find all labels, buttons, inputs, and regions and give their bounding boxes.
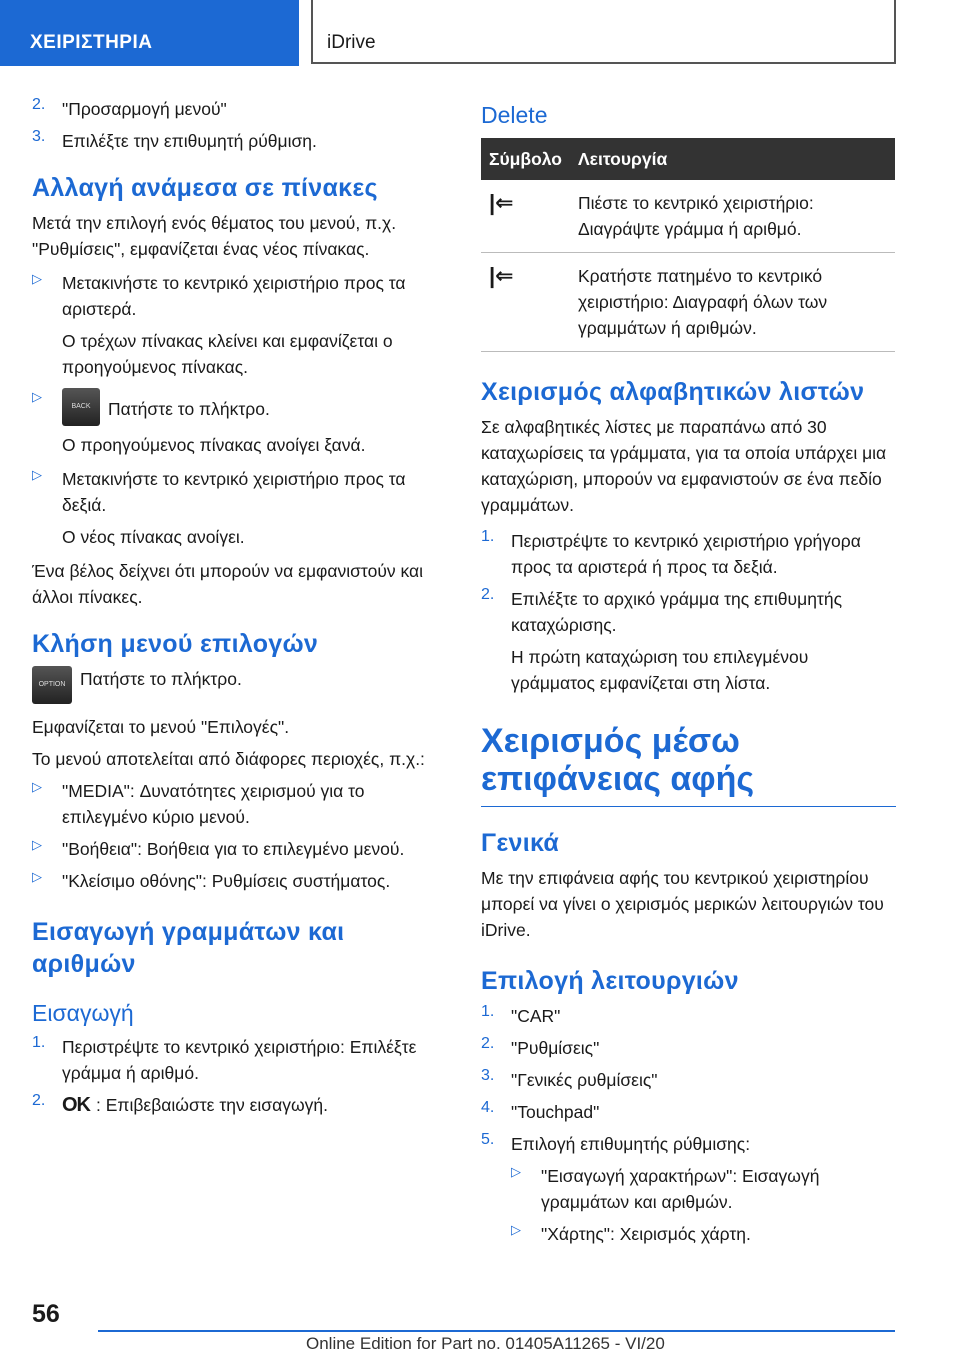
chapter-tab: iDrive — [311, 0, 896, 64]
bullet-subtext: Ο τρέχων πίνακας κλείνει και εμφανίζεται ο προηγούμενος πίνακας. — [62, 331, 393, 377]
bullet-item — [481, 1163, 896, 1215]
item-text: "Προσαρμογή μενού" — [62, 99, 227, 119]
section-tab: ΧΕΙΡΙΣΤΗΡΙΑ — [0, 0, 299, 66]
bullet-subtext: Ο νέος πίνακας ανοίγει. — [62, 527, 245, 547]
item-text: Περιστρέψτε το κεντρικό χειριστήριο γρήγορα προς τα αριστερά ή προς τα δεξιά. — [511, 531, 861, 577]
bullet-item — [481, 1221, 896, 1247]
item-text: "Γενικές ρυθμίσεις" — [511, 1070, 658, 1090]
table-header-function: Λειτουργία — [570, 138, 895, 180]
bullet-item — [32, 466, 447, 518]
page-header — [0, 0, 960, 66]
bullet-text: "Κλείσιμο οθόνης": Ρυθμίσεις συστήματος. — [62, 871, 391, 891]
item-text: "Ρυθμίσεις" — [511, 1038, 600, 1058]
chapter-heading-touchpad: Χειρισμός μέσω επιφάνειας αφής — [481, 722, 896, 807]
paragraph: Το μενού αποτελείται από διάφορες περιοχές, π.χ.: — [32, 749, 425, 769]
list-item — [481, 1003, 896, 1029]
list-item — [481, 1131, 896, 1157]
item-number: 1. — [481, 528, 495, 545]
edition-text: Online Edition for Part no. 01405A11265 - VI/20 — [306, 1334, 665, 1353]
bullet-item — [32, 868, 447, 894]
table-header-row — [481, 138, 895, 180]
delete-symbol-icon: |⇐ — [481, 180, 570, 253]
list-item — [32, 128, 447, 154]
list-item — [32, 96, 447, 122]
paragraph: Ένα βέλος δείχνει ότι μπορούν να εμφανιστούν και άλλοι πίνακες. — [32, 561, 424, 607]
triangle-bullet-icon: ▷ — [32, 837, 42, 852]
bullet-text: Μετακινήστε το κεντρικό χειριστήριο προς τα δεξιά. — [62, 469, 406, 515]
paragraph: OPTION Πατήστε το πλήκτρο. — [32, 666, 447, 704]
section-heading-alpha: Χειρισμός αλφαβητικών λιστών — [481, 378, 865, 406]
list-item — [32, 1034, 447, 1086]
subsection-heading-input: Εισαγωγή — [32, 1000, 134, 1026]
option-key-icon: OPTION — [32, 666, 72, 704]
triangle-bullet-icon: ▷ — [32, 467, 42, 482]
triangle-bullet-icon: ▷ — [32, 389, 42, 404]
item-text: Επιλογή επιθυμητής ρύθμισης: — [511, 1134, 751, 1154]
triangle-bullet-icon: ▷ — [511, 1164, 521, 1179]
item-text: Επιλέξτε την επιθυμητή ρύθμιση. — [62, 131, 317, 151]
item-number: 3. — [481, 1067, 495, 1084]
bullet-subtext: Ο προηγούμενος πίνακας ανοίγει ξανά. — [62, 435, 366, 455]
item-number: 2. — [481, 1035, 495, 1052]
list-item — [481, 1099, 896, 1125]
triangle-bullet-icon: ▷ — [511, 1222, 521, 1237]
item-number: 2. — [32, 96, 46, 113]
paragraph: Μετά την επιλογή ενός θέματος του μενού, π.χ. "Ρυθμίσεις", εμφανίζεται ένας νέος πίνακας. — [32, 213, 397, 259]
table-cell: Πιέστε το κεντρικό χειριστήριο: Διαγράψτε γράμμα ή αριθμό. — [570, 180, 895, 253]
bullet-text: "Εισαγωγή χαρακτήρων": Εισαγωγή γραμμάτων και αριθμών. — [541, 1166, 820, 1212]
bullet-item — [32, 270, 447, 322]
back-key-icon: BACK — [62, 388, 100, 426]
item-text: Περιστρέψτε το κεντρικό χειριστήριο: Επιλέξτε γράμμα ή αριθμό. — [62, 1037, 417, 1083]
table-row — [481, 180, 895, 253]
item-number: 4. — [481, 1099, 495, 1116]
item-text: "Touchpad" — [511, 1102, 600, 1122]
bullet-text: "Βοήθεια": Βοήθεια για το επιλεγμένο μενού. — [62, 839, 405, 859]
triangle-bullet-icon: ▷ — [32, 779, 42, 794]
list-item — [481, 528, 896, 580]
bullet-text: BACK Πατήστε το πλήκτρο. — [62, 388, 270, 426]
section-heading-switch: Αλλαγή ανάμεσα σε πίνακες — [32, 174, 378, 202]
item-number: 5. — [481, 1131, 495, 1148]
bullet-item — [32, 778, 447, 830]
section-heading-options: Κλήση μενού επιλογών — [32, 630, 319, 658]
paragraph: Σε αλφαβητικές λίστες με παραπάνω από 30 καταχωρίσεις τα γράμματα, για τα οποία υπάρχει μια καταχώριση, μπορούν να εμφανιστούν σε ένα πεδίο γραμμάτων. — [481, 417, 887, 515]
item-number: 1. — [481, 1003, 495, 1020]
delete-symbol-icon: |⇐ — [481, 253, 570, 352]
item-text: "CAR" — [511, 1006, 561, 1026]
paragraph: Εμφανίζεται το μενού "Επιλογές". — [32, 717, 290, 737]
footer-divider — [98, 1330, 895, 1332]
bullet-item — [32, 836, 447, 862]
list-item — [481, 1067, 896, 1093]
item-number: 2. — [481, 586, 495, 603]
item-text: OK : Επιβεβαιώστε την εισαγωγή. — [62, 1094, 328, 1116]
bullet-text: "Χάρτης": Χειρισμός χάρτη. — [541, 1224, 751, 1244]
triangle-bullet-icon: ▷ — [32, 869, 42, 884]
item-text: Επιλέξτε το αρχικό γράμμα της επιθυμητής καταχώρισης. — [511, 589, 843, 635]
item-number: 3. — [32, 128, 46, 145]
left-column — [32, 96, 447, 1124]
subsection-heading-delete: Delete — [481, 102, 548, 128]
right-column — [481, 96, 896, 1253]
triangle-bullet-icon: ▷ — [32, 271, 42, 286]
table-cell: Κρατήστε πατημένο το κεντρικό χειριστήριο: Διαγραφή όλων των γραμμάτων ή αριθμών. — [570, 253, 895, 352]
list-item — [481, 1035, 896, 1061]
ok-icon: OK — [62, 1094, 90, 1116]
table-row — [481, 253, 895, 352]
step-subtext: Η πρώτη καταχώριση του επιλεγμένου γράμματος εμφανίζεται στη λίστα. — [511, 647, 809, 693]
paragraph: Με την επιφάνεια αφής του κεντρικού χειριστηρίου μπορεί να γίνει ο χειρισμός μερικών λειτουργιών του iDrive. — [481, 868, 884, 940]
list-item — [481, 586, 896, 638]
list-item — [32, 1092, 447, 1118]
section-heading-general: Γενικά — [481, 829, 560, 857]
bullet-text: Μετακινήστε το κεντρικό χειριστήριο προς τα αριστερά. — [62, 273, 406, 319]
bullet-text: "MEDIA": Δυνατότητες χειρισμού για το επιλεγμένο κύριο μενού. — [62, 781, 365, 827]
bullet-item — [32, 388, 447, 426]
delete-table — [481, 138, 895, 352]
table-header-symbol: Σύμβολο — [481, 138, 570, 180]
item-number: 1. — [32, 1034, 46, 1051]
section-heading-input: Εισαγωγή γραμμάτων και αριθμών — [32, 918, 345, 978]
item-number: 2. — [32, 1092, 46, 1109]
page-number: 56 — [32, 1300, 60, 1328]
section-heading-select: Επιλογή λειτουργιών — [481, 967, 739, 995]
